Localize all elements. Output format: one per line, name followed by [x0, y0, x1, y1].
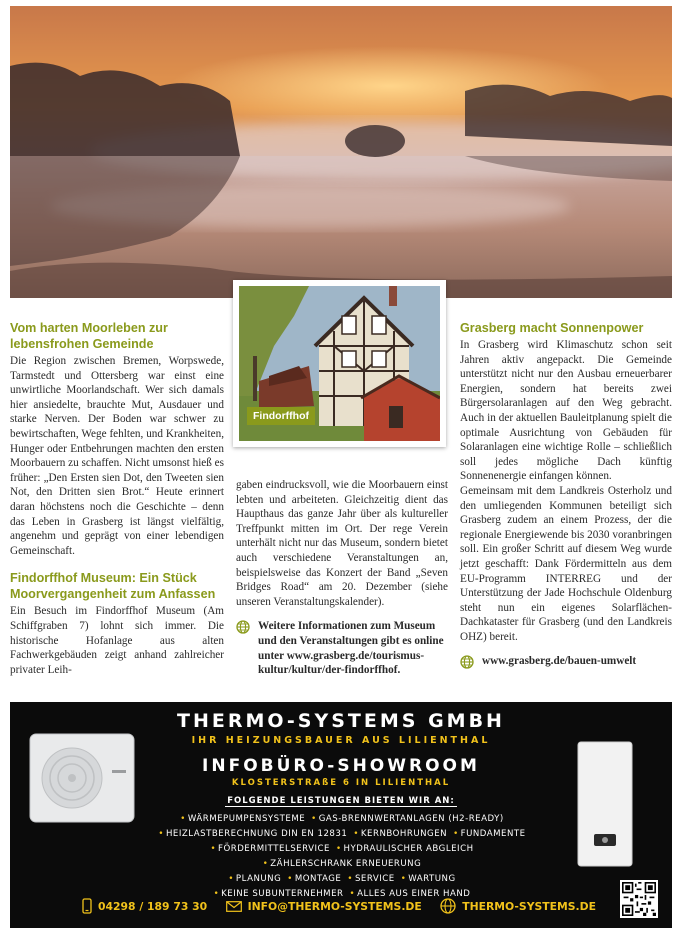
ad-service-item: [263, 857, 422, 872]
ad-email[interactable]: [226, 898, 422, 914]
museum-info-note: [236, 619, 448, 677]
qr-code-icon[interactable]: [620, 880, 658, 918]
ad-service-label: WARTUNG: [408, 874, 456, 884]
ad-service-item: [336, 842, 474, 857]
bullet-icon: •: [262, 859, 269, 869]
bullet-icon: •: [311, 814, 317, 824]
bullet-icon: •: [347, 874, 353, 884]
ad-service-item: [228, 872, 281, 887]
ad-service-item: [311, 812, 504, 827]
bullet-icon: •: [180, 814, 186, 824]
ad-service-label: ALLES AUS EINER HAND: [357, 889, 471, 899]
ad-service-label: FÖRDERMITTELSERVICE: [218, 844, 330, 854]
ad-website-url: THERMO-SYSTEMS.DE: [462, 899, 596, 913]
bullet-icon: •: [353, 829, 359, 839]
bauen-umwelt-note: [460, 654, 672, 669]
ad-services-row: [130, 812, 554, 827]
ad-service-item: [353, 827, 447, 842]
ad-phone-number: 04298 / 189 73 30: [98, 899, 208, 913]
ad-service-item: [401, 872, 456, 887]
globe-icon: [236, 620, 250, 634]
bullet-icon: •: [349, 889, 356, 899]
ad-service-label: MONTAGE: [294, 874, 342, 884]
heading-moorleben: Vom harten Moorleben zur lebensfrohen Gemeinde: [10, 321, 168, 351]
ad-services-list: [130, 812, 554, 902]
hero-photo: [10, 6, 672, 298]
ad-service-label: FUNDAMENTE: [460, 829, 526, 839]
museum-info-link[interactable]: Weitere Informationen zum Museum und den Veranstaltungen gibt es online unter www.grasberg.de/tourismus-kultur/kultur/der-findorffhof.: [258, 620, 444, 677]
paragraph-findorffhof-continued: gaben eindrucksvoll, wie die Moorbauern einst lebten und arbeiteten. Gleichzeitig dient das Haupthaus das ganze Jahr über als kultureller Treffpunkt mitten im Ort. Der rege Verein unterhält nicht nur das Museum, sondern bietet auch verschiedene Veranstaltungen an, beispielsweise das Konzert der Band „Seven Bridges Road“ am 20. Dezember (siehe unseren Veranstaltungskalender).: [236, 479, 448, 608]
ad-address: KLOSTERSTRAßE 6 IN LILIENTHAL: [231, 778, 451, 788]
ad-tagline: IHR HEIZUNGSBAUER AUS LILIENTHAL: [191, 735, 491, 746]
paragraph-klimaschutz: In Grasberg wird Klimaschutz schon seit Jahren aktiv angepackt. Die Gemeinde unterstützt nicht nur den Ausbau erneuerbarer Energien, sondern hat bereits zwei Bürgersolaranlagen auf den Weg gebracht. Auch in der aktuellen Bauleitplanung spielt die optimale Ausrichtung von Gebäuden für Solaranlagen eine wichtige Rolle – schließlich soll jedes mögliche Dach künftig Sonnenenergie einfangen können.: [460, 339, 672, 483]
ad-service-item: [287, 872, 341, 887]
ad-service-label: SERVICE: [354, 874, 395, 884]
moor-sunset-image: [10, 6, 672, 298]
ad-service-item: [453, 827, 526, 842]
ad-services-row: [130, 842, 554, 872]
ad-brand-name: THERMO-SYSTEMS GMBH: [177, 710, 505, 732]
thermo-systems-ad: [10, 702, 672, 928]
globe-icon: [460, 655, 474, 669]
ad-service-label: GAS-BRENNWERTANLAGEN (H2-READY): [318, 814, 504, 824]
ad-service-item: [210, 842, 330, 857]
bullet-icon: •: [453, 829, 459, 839]
ad-service-item: [180, 812, 305, 827]
ad-phone[interactable]: [82, 898, 207, 914]
paragraph-findorffhof: Ein Besuch im Findorffhof Museum (Am Schiffgraben 7) lohnt sich immer. Die historische Hofanlage aus alten Fachwerkgebäuden zeigt anhand zahlreicher privater Leih-: [10, 605, 224, 676]
phone-icon: [82, 898, 92, 914]
ad-service-label: ZÄHLERSCHRANK ERNEUERUNG: [270, 859, 422, 869]
bullet-icon: •: [228, 874, 234, 884]
ad-service-label: KEINE SUBUNTERNEHMER: [221, 889, 344, 899]
bullet-icon: •: [210, 844, 217, 854]
ad-service-label: HYDRAULISCHER ABGLEICH: [343, 844, 474, 854]
heading-sonnenpower: Grasberg macht Sonnenpower: [460, 321, 644, 335]
paragraph-energiewende: Gemeinsam mit dem Landkreis Osterholz und den umliegenden Kommunen beteiligt sich Grasberg zudem an einem Prozess, der die regionale Energiewende bis 2030 voranbringen soll. Ein großer Schritt auf diesem Weg wurde jetzt geschafft: Dank Fördermitteln aus dem EU-Programm INTERREG und der Unterstützung der Jade Hochschule Oldenburg steht nun ein eigenes Solarflächen-Dachkataster für Grasberg (und den Landkreis OHZ) bereit.: [460, 484, 672, 643]
ad-service-label: KERNBOHRUNGEN: [360, 829, 448, 839]
bullet-icon: •: [158, 829, 164, 839]
bullet-icon: •: [287, 874, 293, 884]
ad-email-address: INFO@THERMO-SYSTEMS.DE: [247, 899, 422, 913]
column-left: [10, 320, 224, 677]
paragraph-moorleben: Die Region zwischen Bremen, Worpswede, Tarmstedt und Ottersberg war einst eine unwirtliche Moorlandschaft. Wer sich damals hier ansiedelte, brauchte Mut, Ausdauer und starke Nerven. Der Boden war schwer zu bewirtschaften, Wege fehlten, und Krankheiten, Hunger oder Entbehrungen machten den ersten Moorbauern zu schaffen. Nicht umsonst hieß es früher: „Den Ersten sien Dot, den Tweeten sien Not, den Dritten sien Brot.“ Heute erinnert daran höchstens noch die Geschichte – denn das Leben in Grasberg ist längst vielfältig, angenehm und geprägt von einer lebendigen Gemeinschaft.: [10, 355, 224, 557]
bullet-icon: •: [213, 889, 220, 899]
mail-icon: [226, 901, 242, 912]
ad-website[interactable]: [440, 898, 596, 914]
ad-service-item: [347, 872, 394, 887]
findorffhof-photo: [239, 286, 440, 441]
ad-showroom-title: INFOBÜRO-SHOWROOM: [202, 756, 480, 776]
ad-service-label: WÄRMEPUMPENSYSTEME: [187, 814, 306, 824]
ad-services-row: [130, 872, 554, 887]
ad-contacts: [82, 898, 596, 914]
findorffhof-photo-frame: [233, 280, 446, 447]
ad-service-item: [158, 827, 347, 842]
bauen-umwelt-link[interactable]: www.grasberg.de/bauen-umwelt: [482, 655, 637, 668]
ad-services-row: [130, 827, 554, 842]
photo-caption: Findorffhof: [247, 407, 315, 425]
heading-findorffhof: Findorffhof Museum: Ein Stück Moorvergangenheit zum Anfassen: [10, 571, 216, 602]
column-middle: [236, 478, 448, 678]
column-right: [460, 320, 672, 669]
bullet-icon: •: [335, 844, 342, 854]
globe-icon: [440, 898, 456, 914]
ad-services-lead: FOLGENDE LEISTUNGEN BIETEN WIR AN:: [227, 796, 455, 806]
bullet-icon: •: [400, 874, 407, 884]
ad-service-label: PLANUNG: [235, 874, 282, 884]
ad-service-label: HEIZLASTBERECHNUNG DIN EN 12831: [165, 829, 348, 839]
